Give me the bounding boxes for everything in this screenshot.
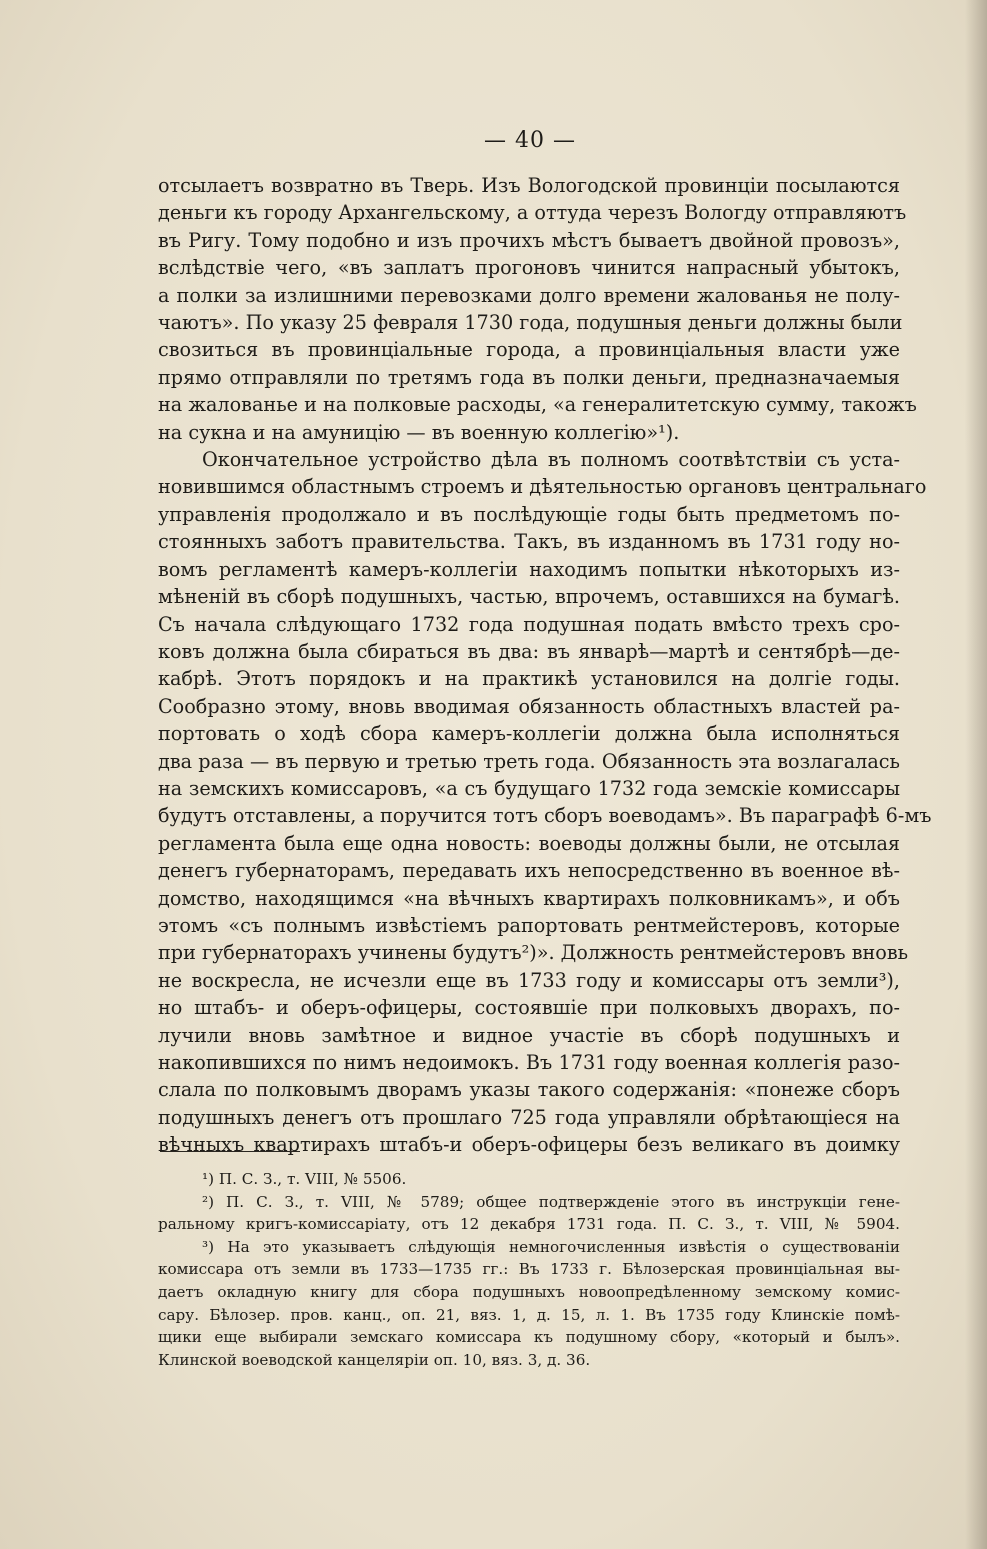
text-line: деньги къ городу Архангельскому, а оттуда черезъ Вологду отправляютъ	[158, 201, 907, 225]
text-line: свозиться въ провинціальные города, а провинціальныя власти уже	[158, 338, 900, 362]
text-line: вѣчныхъ квартирахъ штабъ-и оберъ-офицеры безъ великаго въ доимку	[158, 1133, 900, 1157]
footnote-line: ¹) П. С. З., т. VIII, № 5506.	[202, 1170, 407, 1188]
text-line: стоянныхъ заботъ правительства. Такъ, въ изданномъ въ 1731 году но-	[158, 530, 900, 554]
text-line: ковъ должна была сбираться въ два: въ январѣ—мартѣ и сентябрѣ—де-	[158, 639, 900, 663]
text-line: новившимся областнымъ строемъ и дѣятельностью органовъ центральнаго	[158, 475, 927, 499]
text-line: а полки за излишними перевозками долго времени жалованья не полу-	[158, 283, 900, 307]
text-line: слала по полковымъ дворамъ указы такого содержанія: «понеже сборъ	[158, 1078, 900, 1102]
text-line: Съ начала слѣдующаго 1732 года подушная подать вмѣсто трехъ сро-	[158, 612, 900, 636]
text-line: вслѣдствіе чего, «въ заплатъ прогоновъ чинится напрасный убытокъ,	[158, 256, 900, 280]
footnote-line: сару. Бѣлозер. пров. канц., оп. 21, вяз. 1, д. 15, л. 1. Въ 1735 году Клинскіе помѣ-	[158, 1305, 900, 1324]
text-line: два раза — въ первую и третью треть года. Обязанность эта возлагалась	[158, 749, 900, 773]
text-line: подушныхъ денегъ отъ прошлаго 725 года управляли обрѣтающіеся на	[158, 1105, 900, 1129]
text-line: въ Ригу. Тому подобно и изъ прочихъ мѣстъ бываетъ двойной провозъ»,	[158, 228, 900, 252]
page-number: — 40 —	[484, 128, 576, 153]
text-line: на сукна и на амуницію — въ военную коллегію»¹).	[158, 420, 680, 444]
text-line: Сообразно этому, вновь вводимая обязанность областныхъ властей ра-	[158, 694, 900, 718]
text-line: этомъ «съ полнымъ извѣстіемъ рапортовать рентмейстеровъ, которые	[158, 913, 900, 937]
footnote-line: ральному кригъ-комиссаріату, отъ 12 декабря 1731 года. П. С. З., т. VIII, № 5904.	[158, 1215, 900, 1234]
text-line: лучили вновь замѣтное и видное участіе въ сборѣ подушныхъ и	[158, 1023, 900, 1047]
text-line: чаютъ». По указу 25 февраля 1730 года, подушныя деньги должны были	[158, 311, 903, 335]
text-line: кабрѣ. Этотъ порядокъ и на практикѣ установился на долгіе годы.	[158, 667, 900, 691]
footnote-line: Клинской воеводской канцеляріи оп. 10, вяз. 3, д. 36.	[158, 1350, 591, 1369]
text-line: накопившихся по нимъ недоимокъ. Въ 1731 году военная коллегія разо-	[158, 1051, 900, 1074]
text-line: портовать о ходѣ сбора камеръ-коллегіи должна была исполняться	[158, 722, 900, 746]
text-line: но штабъ- и оберъ-офицеры, состоявшіе при полковыхъ дворахъ, по-	[158, 996, 900, 1020]
footnote-line: ²) П. С. З., т. VIII, № 5789; общее подтвержденіе этого въ инструкціи гене-	[202, 1192, 900, 1211]
text-line: управленія продолжало и въ послѣдующіе годы быть предметомъ по-	[158, 502, 900, 526]
footnote-line: ³) На это указываетъ слѣдующія немногочисленныя извѣстія о существованіи	[202, 1237, 900, 1256]
text-line: на земскихъ комиссаровъ, «а съ будущаго 1732 года земскіе комиссары	[158, 776, 900, 800]
footnote-line: щики еще выбирали земскаго комиссара къ подушному сбору, «который и былъ».	[158, 1328, 900, 1347]
footnote-line: комиссара отъ земли въ 1733—1735 гг.: Въ 1733 г. Бѣлозерская провинціальная вы-	[158, 1260, 900, 1279]
text-line: мѣненій въ сборѣ подушныхъ, частью, впрочемъ, оставшихся на бумагѣ.	[158, 585, 900, 609]
text-line: на жалованье и на полковые расходы, «а генералитетскую сумму, такожъ	[158, 393, 917, 417]
text-line: вомъ регламентѣ камеръ-коллегіи находимъ попытки нѣкоторыхъ из-	[158, 557, 900, 581]
page-fold-shadow	[965, 0, 987, 1549]
text-line: не воскресла, не исчезли еще въ 1733 году и комиссары отъ земли³),	[158, 968, 900, 992]
text-line: будутъ отставлены, а поручится тотъ сборъ воеводамъ». Въ параграфѣ 6-мъ	[158, 804, 932, 828]
text-line: при губернаторахъ учинены будутъ²)». Должность рентмейстеровъ вновь	[158, 941, 909, 965]
footnote-separator	[160, 1151, 300, 1152]
text-line: регламента была еще одна новость: воеводы должны были, не отсылая	[158, 831, 900, 855]
text-line: прямо отправляли по третямъ года въ полки деньги, предназначаемыя	[158, 365, 900, 389]
text-line: Окончательное устройство дѣла въ полномъ соотвѣтствіи съ уста-	[202, 448, 900, 472]
footnote-line: даетъ окладную книгу для сбора подушныхъ новоопредѣленному земскому комис-	[158, 1282, 900, 1301]
footnotes	[158, 1168, 900, 1371]
text-line: отсылаетъ возвратно въ Тверь. Изъ Вологодской провинціи посылаются	[158, 174, 900, 197]
main-text	[158, 172, 932, 1159]
text-line: денегъ губернаторамъ, передавать ихъ непосредственно въ военное вѣ-	[158, 859, 900, 883]
text-line: домство, находящимся «на вѣчныхъ квартирахъ полковникамъ», и объ	[158, 886, 900, 910]
